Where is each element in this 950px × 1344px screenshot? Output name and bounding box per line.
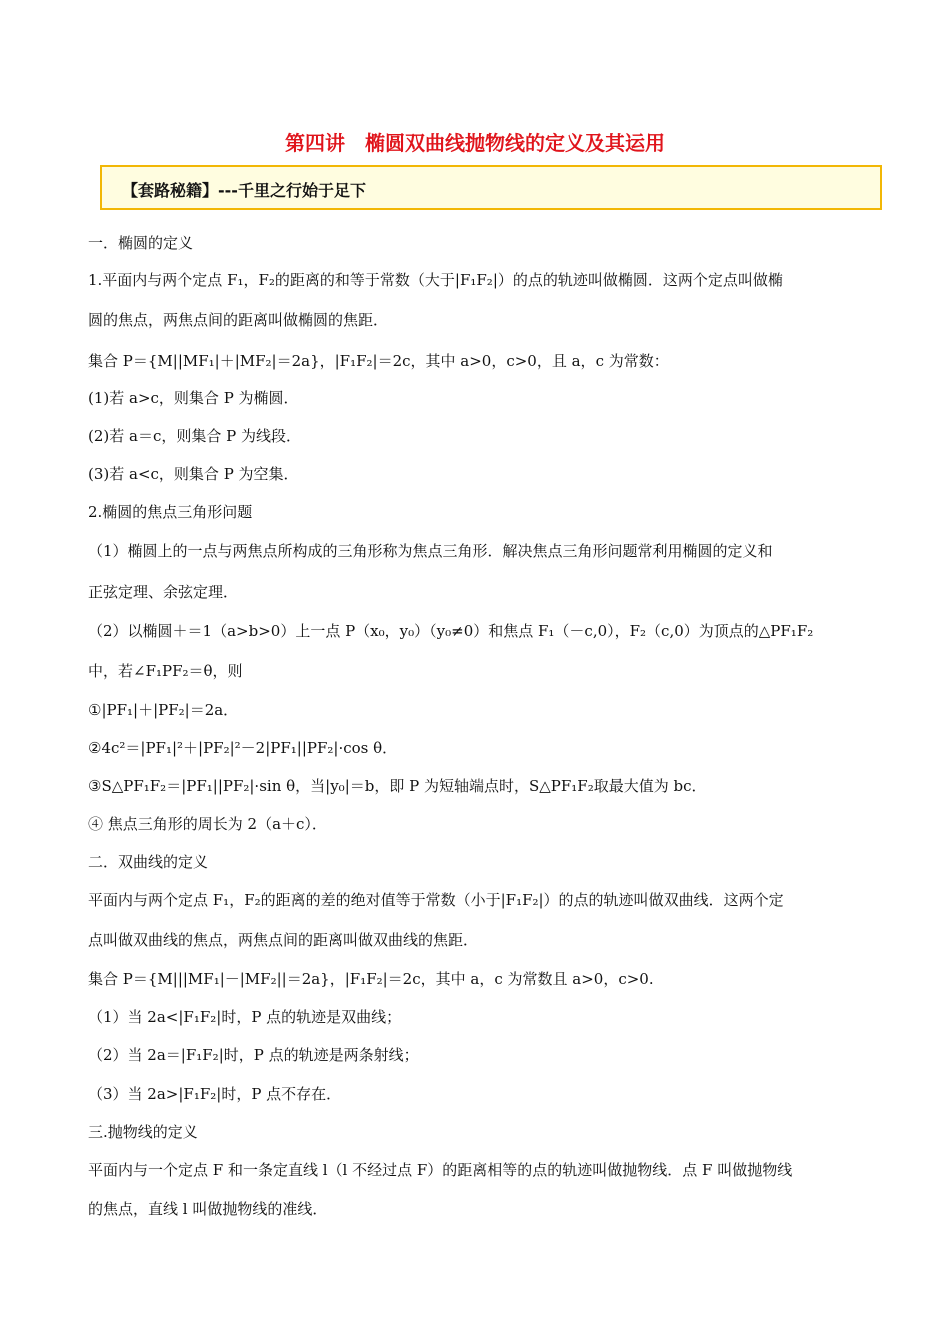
text-line: （3）当 2a>|F₁F₂|时，P 点不存在．	[88, 1085, 342, 1103]
banner-bracket-label: 【套路秘籍】	[122, 181, 219, 200]
text-line: （1）椭圆上的一点与两焦点所构成的三角形称为焦点三角形．解决焦点三角形问题常利用椭圆的定义和	[88, 542, 773, 560]
text-line: (1)若 a>c，则集合 P 为椭圆．	[88, 389, 299, 407]
tips-banner	[100, 165, 882, 210]
text-line: ③S△PF₁F₂＝|PF₁||PF₂|·sin θ，当|y₀|＝b，即 P 为短轴端点时，S△PF₁F₂取最大值为 bc．	[88, 777, 707, 795]
text-line: (3)若 a<c，则集合 P 为空集．	[88, 465, 299, 483]
section-heading: 二．双曲线的定义	[88, 853, 209, 871]
text-line: （1）当 2a<|F₁F₂|时，P 点的轨迹是双曲线；	[88, 1008, 402, 1026]
text-line: 1.平面内与两个定点 F₁，F₂的距离的和等于常数（大于|F₁F₂|）的点的轨迹叫做椭圆．这两个定点叫做椭	[88, 271, 783, 289]
page-title: 第四讲 椭圆双曲线抛物线的定义及其运用	[285, 131, 665, 155]
text-line: 正弦定理、余弦定理．	[88, 583, 239, 601]
text-line: (2)若 a＝c，则集合 P 为线段．	[88, 427, 301, 445]
text-line: 中，若∠F₁PF₂＝θ，则	[88, 662, 243, 680]
text-line: ②4c²＝|PF₁|²＋|PF₂|²－2|PF₁||PF₂|·cos θ．	[88, 739, 398, 757]
text-line: 集合 P＝{M|||MF₁|－|MF₂||＝2a}，|F₁F₂|＝2c，其中 a，c 为常数且 a>0，c>0.	[88, 970, 654, 988]
text-line: （2）以椭圆＋＝1（a>b>0）上一点 P（x₀，y₀）（y₀≠0）和焦点 F₁（－c,0），F₂（c,0）为顶点的△PF₁F₂	[88, 622, 814, 640]
text-line: 平面内与一个定点 F 和一条定直线 l（l 不经过点 F）的距离相等的点的轨迹叫做抛物线．点 F 叫做抛物线	[88, 1161, 793, 1179]
banner-tagline: ---千里之行始于足下	[218, 181, 366, 200]
text-line: ④ 焦点三角形的周长为 2（a＋c）．	[88, 815, 327, 833]
text-line: ①|PF₁|＋|PF₂|＝2a．	[88, 701, 239, 719]
text-line: 集合 P＝{M||MF₁|＋|MF₂|＝2a}，|F₁F₂|＝2c，其中 a>0，c>0，且 a，c 为常数：	[88, 352, 669, 370]
text-line: 点叫做双曲线的焦点，两焦点间的距离叫做双曲线的焦距．	[88, 931, 479, 949]
subsection-heading: 2.椭圆的焦点三角形问题	[88, 503, 253, 521]
text-line: 平面内与两个定点 F₁，F₂的距离的差的绝对值等于常数（小于|F₁F₂|）的点的轨迹叫做双曲线．这两个定	[88, 891, 784, 909]
tips-banner-text	[122, 178, 366, 201]
section-heading: 一．椭圆的定义	[88, 234, 194, 252]
text-line: 的焦点，直线 l 叫做抛物线的准线．	[88, 1200, 328, 1218]
text-line: （2）当 2a＝|F₁F₂|时，P 点的轨迹是两条射线；	[88, 1046, 419, 1064]
text-line: 圆的焦点，两焦点间的距离叫做椭圆的焦距．	[88, 311, 389, 329]
section-heading: 三.抛物线的定义	[88, 1123, 198, 1141]
